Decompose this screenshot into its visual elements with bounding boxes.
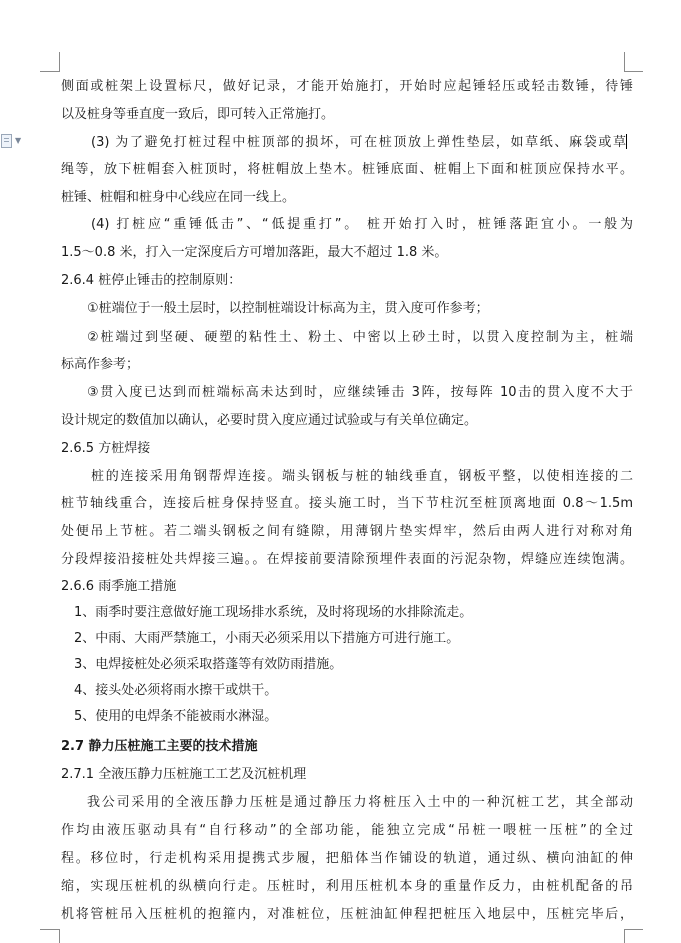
body-line: 处便吊上节桩。若二端头钢板之间有缝隙，用薄钢片垫实焊牢，然后由两人进行对称对角 bbox=[61, 524, 633, 539]
body-line: 桩节轴线重合，连接后桩身保持竖直。接头施工时，当下节柱沉至桩顶离地面 0.8～1.5m bbox=[61, 496, 633, 511]
chevron-down-icon: ▼ bbox=[15, 136, 22, 145]
body-line: ③贯入度已达到而桩端标高未达到时，应继续锤击 3阵，按每阵 10击的贯入度不大于 bbox=[87, 385, 633, 400]
body-line: 1.5～0.8 米，打入一定深度后方可增加落距，最大不超过 1.8 米。 bbox=[61, 245, 448, 260]
crop-mark-top-right-v bbox=[624, 52, 625, 72]
list-item: 3、电焊接桩处必须采取搭蓬等有效防雨措施。 bbox=[74, 657, 343, 672]
body-line: ②桩端过到坚硬、硬塑的粘性土、粉土、中密以上砂土时，以贯入度控制为主，桩端 bbox=[87, 330, 633, 345]
list-item: 1、雨季时要注意做好施工现场排水系统，及时将现场的水排除流走。 bbox=[74, 605, 473, 620]
body-line: 缩，实现压桩机的纵横向行走。压桩时，利用压桩机本身的重量作反力，由桩机配备的吊 bbox=[61, 879, 633, 894]
body-line: ①桩端位于一般土层时，以控制桩端设计标高为主，贯入度可作参考； bbox=[87, 301, 489, 316]
list-item: 4、接头处必须将雨水擦干或烘干。 bbox=[74, 683, 278, 698]
crop-mark-bottom-right-h bbox=[624, 929, 643, 930]
crop-mark-bottom-left-h bbox=[40, 929, 59, 930]
body-line: 分段焊接沿接桩处共焊接三遍。。在焊接前要清除预埋件表面的污泥杂物，焊缝应连续饱满。 bbox=[61, 552, 633, 567]
body-line: 我公司采用的全液压静力压桩是通过静压力将桩压入土中的一种沉桩工艺，其全部动 bbox=[87, 795, 633, 810]
section-heading: 2.6.4 桩停止锤击的控制原则： bbox=[61, 273, 242, 288]
section-heading: 2.6.6 雨季施工措施 bbox=[61, 579, 177, 594]
crop-mark-top-left-h bbox=[40, 71, 59, 72]
body-line: 程。移位时，行走机构采用提携式步履，把船体当作铺设的轨道，通过纵、横向油缸的伸 bbox=[61, 851, 633, 866]
body-line: 绳等，放下桩帽套入桩顶时，将桩帽放上垫木。桩锤底面、桩帽上下面和桩顶应保持水平。 bbox=[61, 162, 633, 177]
crop-mark-top-right-h bbox=[624, 71, 643, 72]
list-item: 2、中雨、大雨严禁施工，小雨天必须采用以下措施方可进行施工。 bbox=[74, 631, 460, 646]
crop-mark-bottom-right-v bbox=[624, 929, 625, 943]
body-line: (4) 打桩应“重锤低击”、“低提重打”。 桩开始打入时，桩锤落距宜小。一般为 bbox=[91, 217, 633, 232]
crop-mark-top-left-v bbox=[59, 52, 60, 72]
section-heading: 2.7.1 全液压静力压桩施工工艺及沉桩机理 bbox=[61, 767, 307, 782]
body-line: 桩锤、桩帽和桩身中心线应在同一线上。 bbox=[61, 190, 296, 205]
chapter-heading: 2.7 静力压桩施工主要的技术措施 bbox=[61, 739, 258, 754]
body-line: 侧面或桩架上设置标尺，做好记录，才能开始施打，开始时应起锤轻压或轻击数锤，待锤 bbox=[61, 79, 633, 94]
text-cursor bbox=[626, 134, 627, 149]
document-icon bbox=[1, 134, 12, 148]
body-line: 标高作参考； bbox=[61, 357, 140, 372]
body-line: 以及桩身等垂直度一致后，即可转入正常施打。 bbox=[61, 107, 335, 122]
body-line: 设计规定的数值加以确认，必要时贯入度应通过试验或与有关单位确定。 bbox=[61, 413, 478, 428]
crop-mark-bottom-left-v bbox=[59, 929, 60, 943]
body-line: 桩的连接采用角钢帮焊连接。端头钢板与桩的轴线垂直，钢板平整，以使相连接的二 bbox=[91, 469, 633, 484]
body-line: 机将管桩吊入压桩机的抱箍内，对准桩位，压桩油缸伸程把桩压入地层中，压桩完毕后， bbox=[61, 907, 633, 922]
body-line: 作均由液压驱动具有“自行移动”的全部功能，能独立完成“吊桩一喂桩一压桩”的全过 bbox=[61, 823, 633, 838]
list-item: 5、使用的电焊条不能被雨水淋湿。 bbox=[74, 709, 278, 724]
section-heading: 2.6.5 方桩焊接 bbox=[61, 441, 151, 456]
paragraph-options-icon[interactable] bbox=[1, 132, 23, 150]
body-line: (3) 为了避免打桩过程中桩顶部的损坏，可在桩顶放上弹性垫层，如草纸、麻袋或草 bbox=[91, 135, 626, 150]
